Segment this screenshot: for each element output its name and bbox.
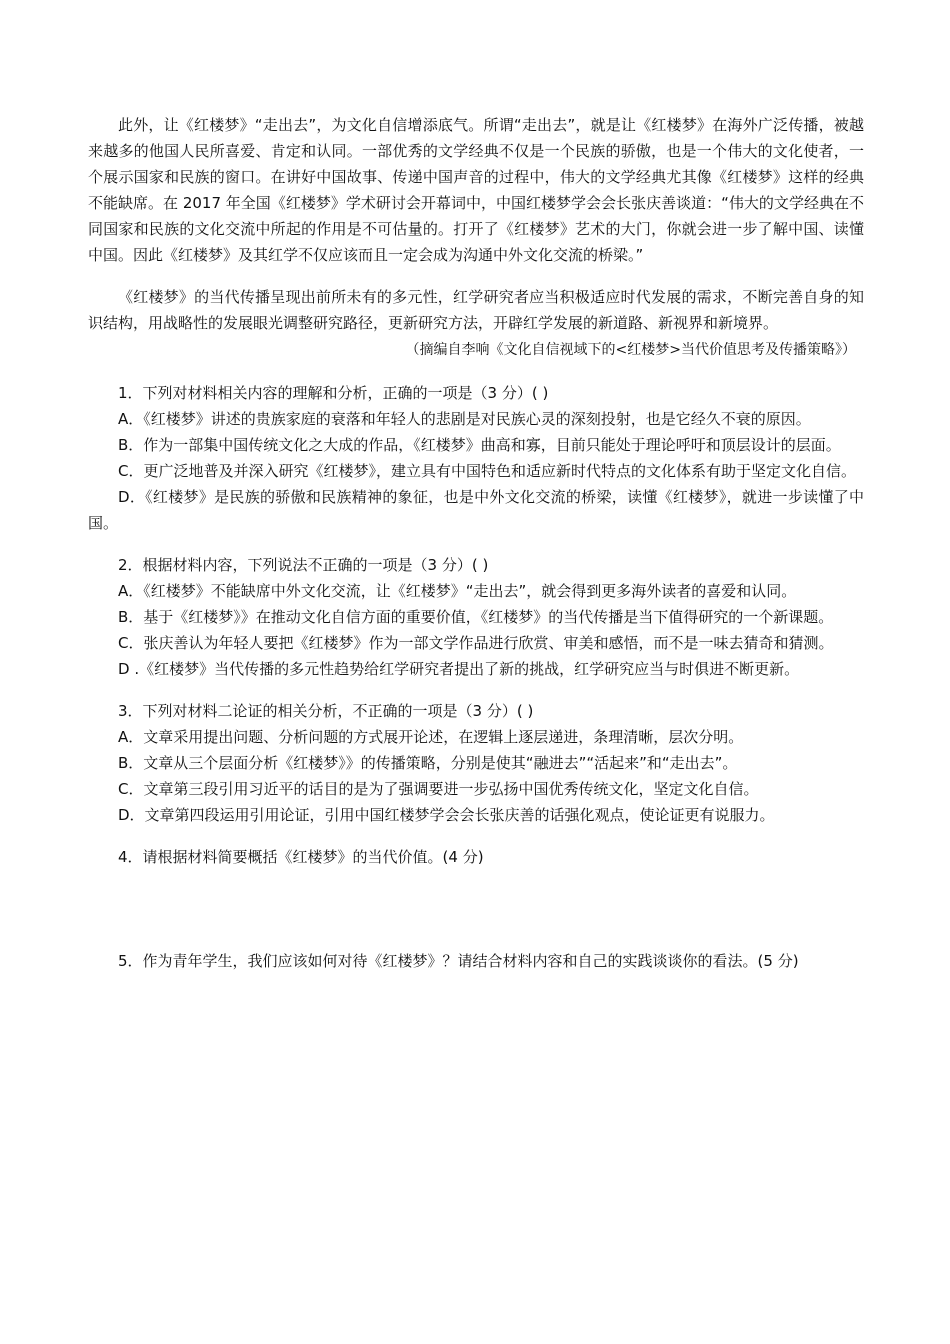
option-b: B．文章从三个层面分析《红楼梦》》的传播策略，分别是使其“融进去”“活起来”和“走出去”。 (118, 754, 738, 772)
option-b: B．作为一部集中国传统文化之大成的作品，《红楼梦》曲高和寡，目前只能处于理论呼吁和顶层设计的层面。 (118, 436, 841, 454)
option-a: A．文章采用提出问题、分析问题的方式展开论述，在逻辑上逐层递进，条理清晰，层次分明。 (118, 728, 744, 746)
question-3 (88, 698, 864, 828)
option-c: C．文章第三段引用习近平的话目的是为了强调要进一步弘扬中国优秀传统文化，坚定文化自信。 (118, 780, 759, 798)
question-4 (88, 844, 864, 870)
option-c: C．张庆善认为年轻人要把《红楼梦》作为一部文学作品进行欣赏、审美和感悟，而不是一味去猜奇和猜测。 (118, 634, 834, 652)
question-2 (88, 552, 864, 682)
option-b: B．基于《红楼梦》》在推动文化自信方面的重要价值，《红楼梦》的当代传播是当下值得研究的一个新课题。 (118, 608, 834, 626)
question-stem: 3．下列对材料二论证的相关分析，不正确的一项是（3 分）( ) (118, 702, 534, 720)
question-5 (88, 948, 864, 974)
option-a: A．《红楼梦》不能缺席中外文化交流，让《红楼梦》“走出去”，就会得到更多海外读者的喜爱和认同。 (118, 582, 797, 600)
source-citation: （摘编自李响《文化自信视域下的<红楼梦>当代价值思考及传播策略》） (405, 342, 856, 358)
option-a: A．《红楼梦》讲述的贵族家庭的衰落和年轻人的悲剧是对民族心灵的深刻投射，也是它经久不衰的原因。 (118, 410, 811, 428)
option-d: D．文章第四段运用引用论证，引用中国红楼梦学会会长张庆善的话强化观点，使论证更有说服力。 (118, 806, 775, 824)
exam-page (88, 112, 864, 974)
question-stem: 2．根据材料内容，下列说法不正确的一项是（3 分）( ) (118, 556, 489, 574)
option-d: D .《红楼梦》当代传播的多元性趋势给红学研究者提出了新的挑战，红学研究应当与时俱进不断更新。 (118, 660, 800, 678)
reading-passage (88, 112, 864, 362)
question-1 (88, 380, 864, 536)
question-stem: 4．请根据材料简要概括《红楼梦》的当代价值。(4 分) (118, 848, 484, 866)
passage-paragraph: 《红楼梦》的当代传播呈现出前所未有的多元性，红学研究者应当积极适应时代发展的需求，不断完善自身的知识结构，用战略性的发展眼光调整研究路径，更新研究方法，开辟红学发展的新道路、新视界和新境界。 (88, 288, 864, 332)
question-stem: 5．作为青年学生，我们应该如何对待《红楼梦》？请结合材料内容和自己的实践谈谈你的看法。(5 分) (118, 952, 799, 970)
answer-space (88, 870, 864, 948)
option-c: C．更广泛地普及并深入研究《红楼梦》，建立具有中国特色和适应新时代特点的文化体系有助于坚定文化自信。 (118, 462, 856, 480)
question-stem: 1．下列对材料相关内容的理解和分析，正确的一项是（3 分）( ) (118, 384, 549, 402)
passage-paragraph: 此外，让《红楼梦》“走出去”，为文化自信增添底气。所谓“走出去”，就是让《红楼梦》在海外广泛传播，被越来越多的他国人民所喜爱、肯定和认同。一部优秀的文学经典不仅是一个民族的骄傲，也是一个伟大的文化使者，一个展示国家和民族的窗口。在讲好中国故事、传递中国声音的过程中，伟大的文学经典尤其像《红楼梦》这样的经典不能缺席。在 2017 年全国《红楼梦》学术研讨会开幕词中，中国红楼梦学会会长张庆善谈道：“伟大的文学经典在不同国家和民族的文化交流中所起的作用是不可估量的。打开了《红楼梦》艺术的大门，你就会进一步了解中国、读懂中国。因此《红楼梦》及其红学不仅应该而且一定会成为沟通中外文化交流的桥梁。” (88, 116, 864, 264)
option-d: D．《红楼梦》是民族的骄傲和民族精神的象征，也是中外文化交流的桥梁，读懂《红楼梦》，就进一步读懂了中国。 (88, 488, 864, 532)
